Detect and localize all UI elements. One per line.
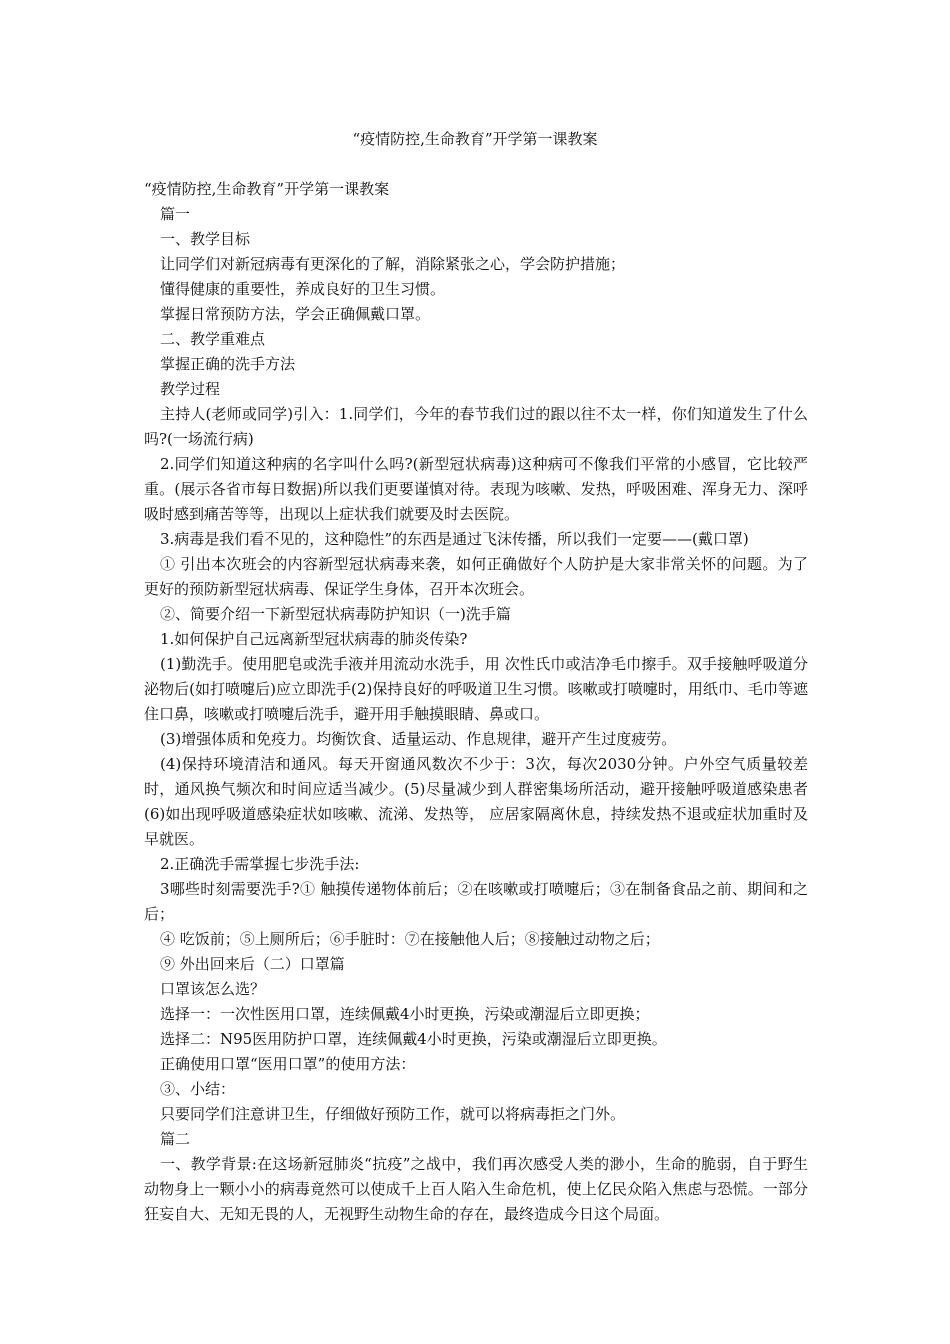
- paragraph: (4)保持环境清洁和通风。每天开窗通风数次不少于：3次，每次2030分钟。户外空气质量较差时，通风换气频次和时间应适当减少。(5)尽量减少到人群密集场所活动，避开接触呼吸道感染患者(6)如出现呼吸道感染症状如咳嗽、流涕、发热等， 应居家隔离休息，持续发热不退或症状加重时及早就医。: [144, 755, 808, 848]
- paragraph: 正确使用口罩“医用口罩”的使用方法：: [160, 1055, 416, 1073]
- paragraph: 选择一：一次性医用口罩，连续佩戴4小时更换，污染或潮湿后立即更换；: [160, 1005, 650, 1023]
- section-heading: 篇二: [160, 1130, 191, 1148]
- paragraph: 懂得健康的重要性，养成良好的卫生习惯。: [160, 280, 446, 298]
- paragraph: 让同学们对新冠病毒有更深化的了解，消除紧张之心，学会防护措施；: [160, 255, 626, 273]
- paragraph: ②、简要介绍一下新型冠状病毒防护知识（一)洗手篇: [160, 605, 511, 623]
- paragraph: 主持人(老师或同学)引入：1.同学们，今年的春节我们过的跟以往不太一样，你们知道发生了什么吗?(一场流行病): [144, 405, 808, 448]
- paragraph: 掌握日常预防方法，学会正确佩戴口罩。: [160, 305, 431, 323]
- paragraph: 3.病毒是我们看不见的，这种隐性”的东西是通过飞沫传播，所以我们一定要——(戴口罩): [160, 530, 749, 548]
- paragraph: 3哪些时刻需要洗手?① 触摸传递物体前后；②在咳嗽或打喷嚏后；③在制备食品之前、期间和之后；: [144, 880, 808, 923]
- paragraph: 掌握正确的洗手方法: [160, 355, 296, 373]
- paragraph: 1.如何保护自己远离新型冠状病毒的肺炎传染?: [160, 630, 468, 648]
- paragraph: 选择二：N95医用防护口罩，连续佩戴4小时更换，污染或潮湿后立即更换。: [160, 1030, 667, 1048]
- paragraph: 口罩该怎么选？: [160, 980, 266, 998]
- subtitle: “疫情防控,生命教育”开学第一课教案: [144, 180, 390, 198]
- paragraph: ⑨ 外出回来后（二）口罩篇: [160, 955, 345, 973]
- paragraph: (1)勤洗手。使用肥皂或洗手液并用流动水洗手，用 次性氏巾或洁净毛巾擦手。双手接触呼吸道分泌物后(如打喷嚏后)应立即洗手(2)保持良好的呼吸道卫生习惯。咳嗽或打喷嚏时，用纸巾、毛巾等遮住口鼻，咳嗽或打喷嚏后洗手，避开用手触摸眼睛、鼻或口。: [144, 655, 808, 723]
- document-body: [144, 177, 808, 1227]
- paragraph: 一、教学背景:在这场新冠肺炎“抗疫”之战中，我们再次感受人类的渺小，生命的脆弱，自于野生动物身上一颗小小的病毒竟然可以使成千上百人陷入生命危机，使上亿民众陷入焦虑与恐慌。一部分狂妄自大、无知无畏的人，无视野生动物生命的存在，最终造成今日这个局面。: [144, 1155, 808, 1223]
- paragraph: 只要同学们注意讲卫生，仔细做好预防工作，就可以将病毒拒之门外。: [160, 1105, 626, 1123]
- section-heading: 二、教学重难点: [160, 330, 266, 348]
- paragraph: 2.同学们知道这种病的名字叫什么吗?(新型冠状病毒)这种病可不像我们平常的小感冒，它比较严重。(展示各省市每日数据)所以我们更要谨慎对待。表现为咳嗽、发热，呼吸困难、浑身无力、深呼吸时感到痛苦等等，出现以上症状我们就要及时去医院。: [144, 455, 808, 523]
- paragraph: ④ 吃饭前；⑤上厕所后；⑥手脏时：⑦在接触他人后；⑧接触过动物之后；: [160, 930, 660, 948]
- paragraph: (3)增强体质和免疫力。均衡饮食、适量运动、作息规律，避开产生过度疲劳。: [160, 730, 677, 748]
- section-heading: 一、教学目标: [160, 230, 251, 248]
- section-heading: 篇一: [160, 205, 191, 223]
- section-heading: 教学过程: [160, 380, 221, 398]
- document-title: “疫情防控,生命教育”开学第一课教案: [352, 130, 598, 148]
- section-heading: ③、小结：: [160, 1080, 236, 1098]
- paragraph: 2.正确洗手需掌握七步洗手法:: [160, 855, 360, 873]
- paragraph: ① 引出本次班会的内容新型冠状病毒来袭，如何正确做好个人防护是大家非常关怀的问题。为了更好的预防新型冠状病毒、保证学生身体，召开本次班会。: [144, 555, 808, 598]
